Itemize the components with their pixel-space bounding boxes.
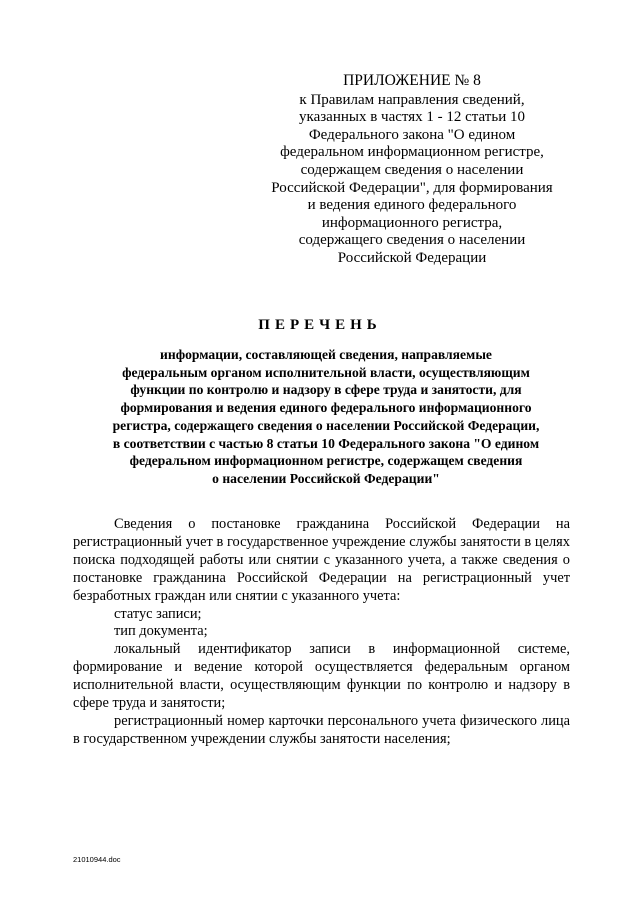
list-item: регистрационный номер карточки персонального учета физического лица в государственном учреждении службы занятости населения;	[73, 712, 570, 747]
appendix-title: ПРИЛОЖЕНИЕ № 8	[343, 72, 481, 89]
subtitle-line: функции по контролю и надзору в сфере труда и занятости, для	[130, 382, 522, 398]
intro-paragraph: Сведения о постановке гражданина Российской Федерации на регистрационный учет в государственное учреждение службы занятости в целях поиска подходящей работы или снятии с указанного учета, а также сведения о постановке гражданина Российской Федерации на регистрационный учет безработных граждан или снятии с указанного учета:	[73, 516, 570, 604]
subtitle-line: регистра, содержащего сведения о населении Российской Федерации,	[112, 417, 540, 433]
list-item: локальный идентификатор записи в информационной системе, формирование и ведение которой осуществляется федеральным органом исполнительной власти, осуществляющим функции по контролю и надзору в сфере труда и занятости;	[73, 641, 570, 712]
subtitle-line: федеральном информационном регистре, содержащем сведения	[129, 453, 523, 469]
appendix-line: указанных в частях 1 - 12 статьи 10	[299, 109, 525, 126]
list-subtitle	[60, 346, 592, 488]
subtitle-line: в соответствии с частью 8 статьи 10 Федерального закона "О едином	[112, 435, 540, 451]
appendix-line: информационного регистра,	[321, 214, 503, 231]
appendix-line: Российской Федерации	[337, 249, 487, 266]
subtitle-line: федеральным органом исполнительной власти, осуществляющим	[122, 364, 530, 380]
document-body	[73, 516, 570, 749]
appendix-line: и ведения единого федерального	[307, 197, 517, 214]
appendix-line: содержащем сведения о населении	[300, 161, 524, 178]
subtitle-line: формирования и ведения единого федерального информационного	[120, 400, 532, 416]
appendix-line: Российской Федерации", для формирования	[271, 179, 553, 196]
list-item: статус записи;	[114, 605, 202, 622]
appendix-line: содержащего сведения о населении	[298, 232, 526, 249]
subtitle-line: о населении Российской Федерации"	[212, 470, 440, 486]
appendix-line: Федерального закона "О едином	[308, 126, 516, 143]
document-filename: 21010944.doc	[73, 855, 121, 864]
appendix-line: к Правилам направления сведений,	[299, 91, 525, 108]
appendix-line: федеральном информационном регистре,	[280, 144, 544, 161]
list-title: ПЕРЕЧЕНЬ	[258, 317, 382, 333]
appendix-header	[262, 72, 562, 268]
subtitle-line: информации, составляющей сведения, направляемые	[160, 347, 492, 362]
list-item: тип документа;	[114, 623, 208, 640]
